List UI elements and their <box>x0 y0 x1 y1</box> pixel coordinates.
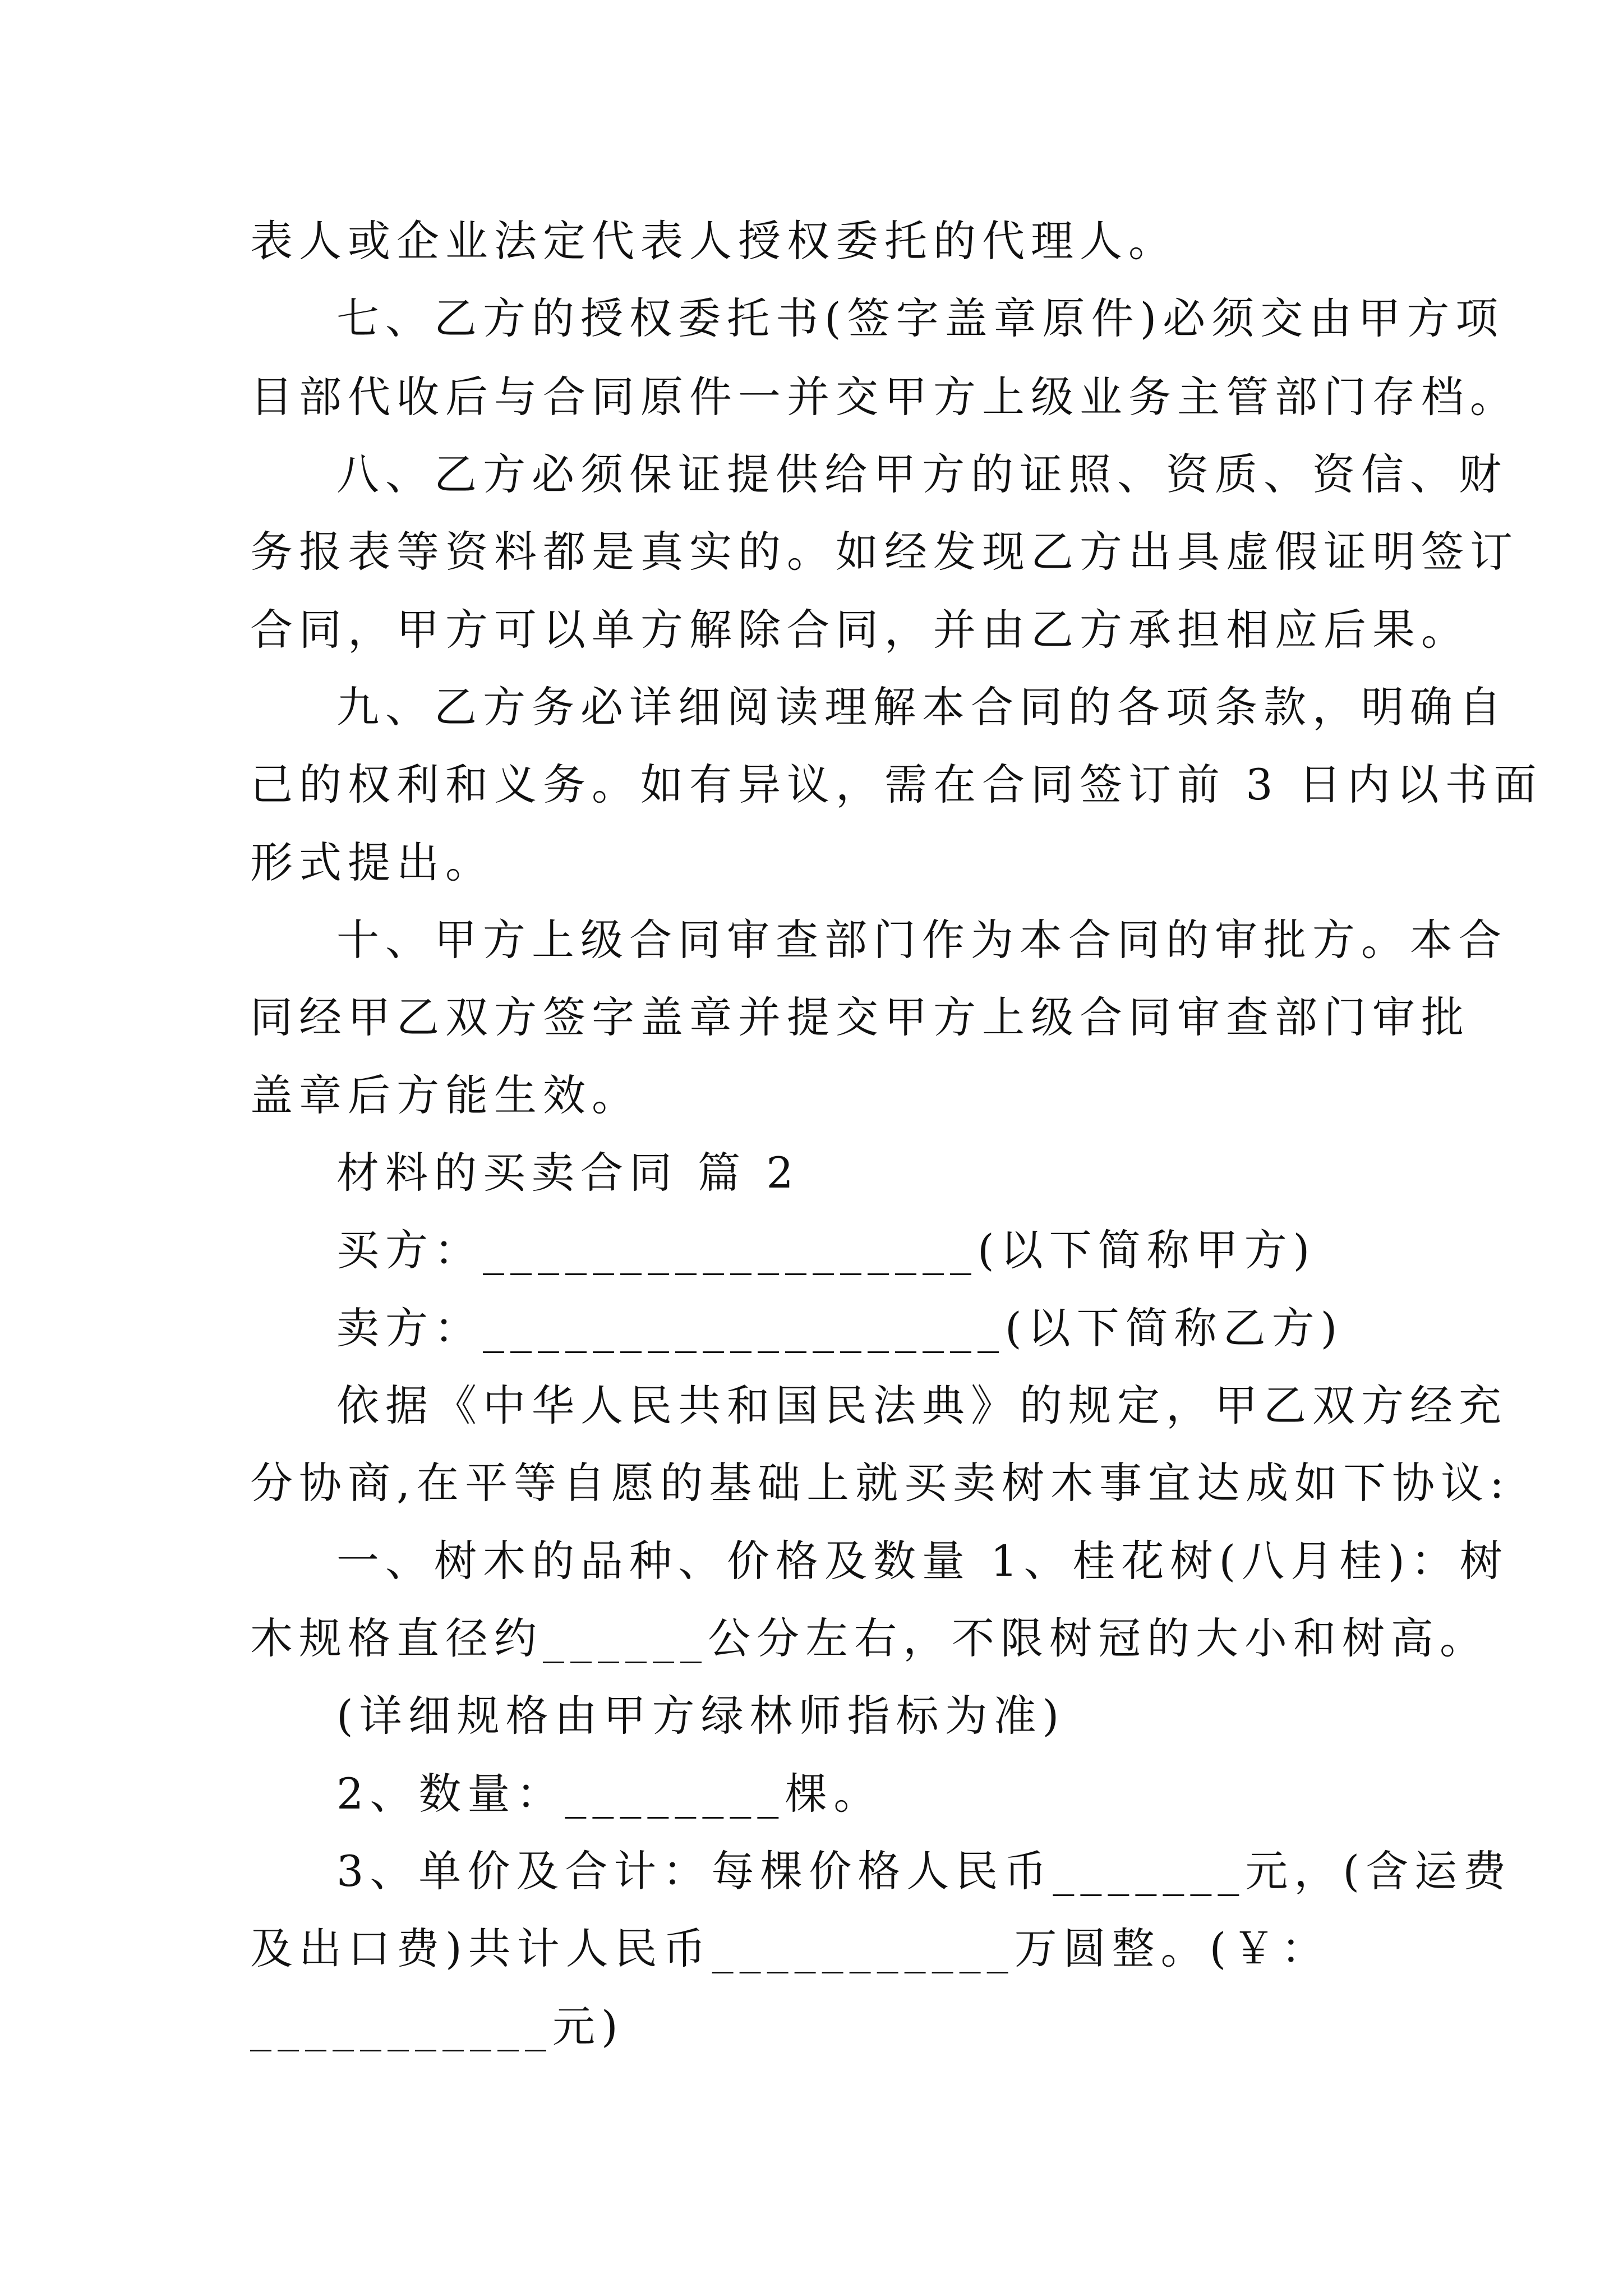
clause-9-line-2: 己的权利和义务。如有异议，需在合同签订前 3 日内以书面 <box>250 760 1543 809</box>
buyer-line: 买方：__________________(以下简称甲方) <box>336 1225 1316 1275</box>
seller-line: 卖方：___________________(以下简称乙方) <box>336 1303 1344 1353</box>
price-line-2: 及出口费)共计人民币___________万圆整。(￥： <box>250 1924 1330 1973</box>
preamble-line-1: 依据《中华人民共和国民法典》的规定，甲乙双方经充 <box>336 1381 1507 1430</box>
price-line-3: ___________元) <box>250 2001 624 2051</box>
clause-9-line-1: 九、乙方务必详细阅读理解本合同的各项条款，明确自 <box>336 682 1507 732</box>
quantity-line: 2、数量：________棵。 <box>336 1769 883 1819</box>
item-1-line-2: 木规格直径约______公分左右，不限树冠的大小和树高。 <box>250 1613 1488 1663</box>
section-heading: 材料的买卖合同 篇 2 <box>336 1148 800 1198</box>
text-line-1: 表人或企业法定代表人授权委托的代理人。 <box>250 216 1177 266</box>
clause-10-line-3: 盖章后方能生效。 <box>250 1070 640 1120</box>
price-line-1: 3、单价及合计：每棵价格人民币_______元，(含运费 <box>336 1846 1513 1896</box>
clause-8-line-2: 务报表等资料都是真实的。如经发现乙方出具虚假证明签订 <box>250 527 1519 577</box>
clause-8-line-3: 合同，甲方可以单方解除合同，并由乙方承担相应后果。 <box>250 605 1470 655</box>
clause-7-line-1: 七、乙方的授权委托书(签字盖章原件)必须交由甲方项 <box>336 293 1505 343</box>
clause-7-line-2: 目部代收后与合同原件一并交甲方上级业务主管部门存档。 <box>250 372 1519 422</box>
preamble-line-2: 分协商,在平等自愿的基础上就买卖树木事宜达成如下协议: <box>250 1458 1510 1508</box>
clause-8-line-1: 八、乙方必须保证提供给甲方的证照、资质、资信、财 <box>336 449 1507 499</box>
item-1-line-1: 一、树木的品种、价格及数量 1、桂花树(八月桂)：树 <box>336 1536 1509 1586</box>
clause-10-line-1: 十、甲方上级合同审查部门作为本合同的审批方。本合 <box>336 915 1507 965</box>
spec-note: (详细规格由甲方绿林师指标为准) <box>336 1691 1066 1741</box>
clause-9-line-3: 形式提出。 <box>250 838 494 887</box>
clause-10-line-2: 同经甲乙双方签字盖章并提交甲方上级合同审查部门审批 <box>250 992 1470 1042</box>
